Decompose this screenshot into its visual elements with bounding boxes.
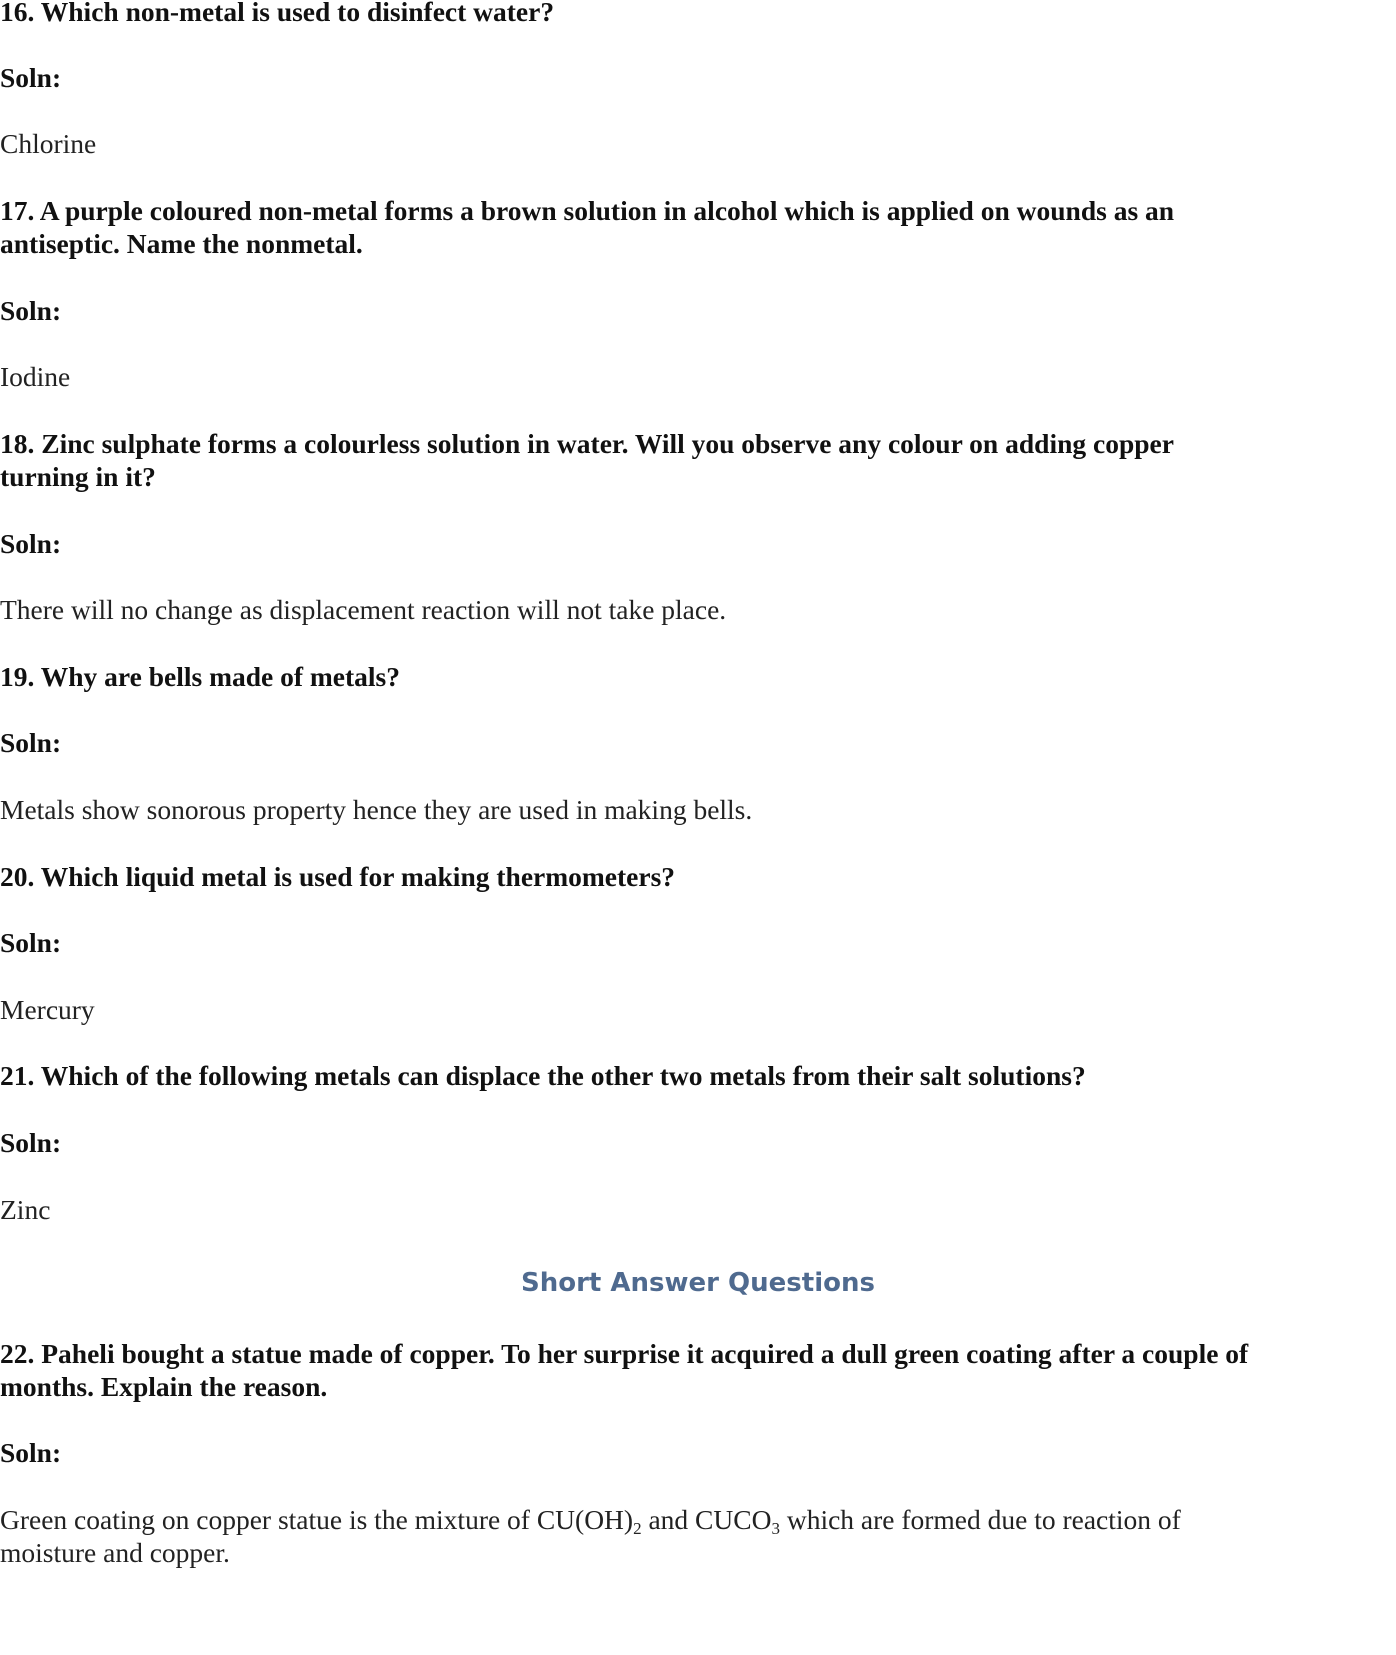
soln-label-22: Soln: [0, 1437, 62, 1468]
soln-label-21: Soln: [0, 1127, 62, 1158]
question-18-line1: 18. Zinc sulphate forms a colourless solution in water. Will you observe any colour on adding copper [0, 428, 1174, 459]
answer-22-text-3: which are formed due to reaction of [779, 1504, 1181, 1535]
section-heading: Short Answer Questions [521, 1268, 875, 1298]
question-19: 19. Why are bells made of metals? [0, 661, 400, 692]
question-18-line2: turning in it? [0, 461, 156, 492]
soln-label-20: Soln: [0, 927, 62, 958]
answer-22-line2: moisture and copper. [0, 1537, 230, 1568]
question-16: 16. Which non-metal is used to disinfect water? [0, 0, 555, 27]
soln-label-17: Soln: [0, 295, 62, 326]
question-20: 20. Which liquid metal is used for making thermometers? [0, 861, 676, 892]
answer-18: There will no change as displacement reaction will not take place. [0, 594, 727, 625]
answer-19: Metals show sonorous property hence they are used in making bells. [0, 794, 753, 825]
soln-label-18: Soln: [0, 528, 62, 559]
answer-22-line1 [0, 1502, 1396, 1537]
answer-20: Mercury [0, 994, 95, 1025]
soln-label-16: Soln: [0, 62, 62, 93]
answer-17: Iodine [0, 361, 71, 392]
question-22-line1: 22. Paheli bought a statue made of copper. To her surprise it acquired a dull green coating after a couple of [0, 1338, 1249, 1369]
question-17-line1: 17. A purple coloured non-metal forms a brown solution in alcohol which is applied on wounds as an [0, 195, 1175, 226]
answer-22-text-1: Green coating on copper statue is the mixture of CU(OH) [0, 1504, 634, 1535]
question-22-line2: months. Explain the reason. [0, 1371, 328, 1402]
answer-16: Chlorine [0, 128, 97, 159]
subscript-2: 2 [633, 1519, 642, 1538]
answer-22-text-2: and CUCO [641, 1504, 772, 1535]
soln-label-19: Soln: [0, 727, 62, 758]
question-21: 21. Which of the following metals can displace the other two metals from their salt solutions? [0, 1060, 1086, 1091]
answer-21: Zinc [0, 1194, 51, 1225]
question-17-line2: antiseptic. Name the nonmetal. [0, 228, 363, 259]
subscript-3: 3 [771, 1519, 780, 1538]
